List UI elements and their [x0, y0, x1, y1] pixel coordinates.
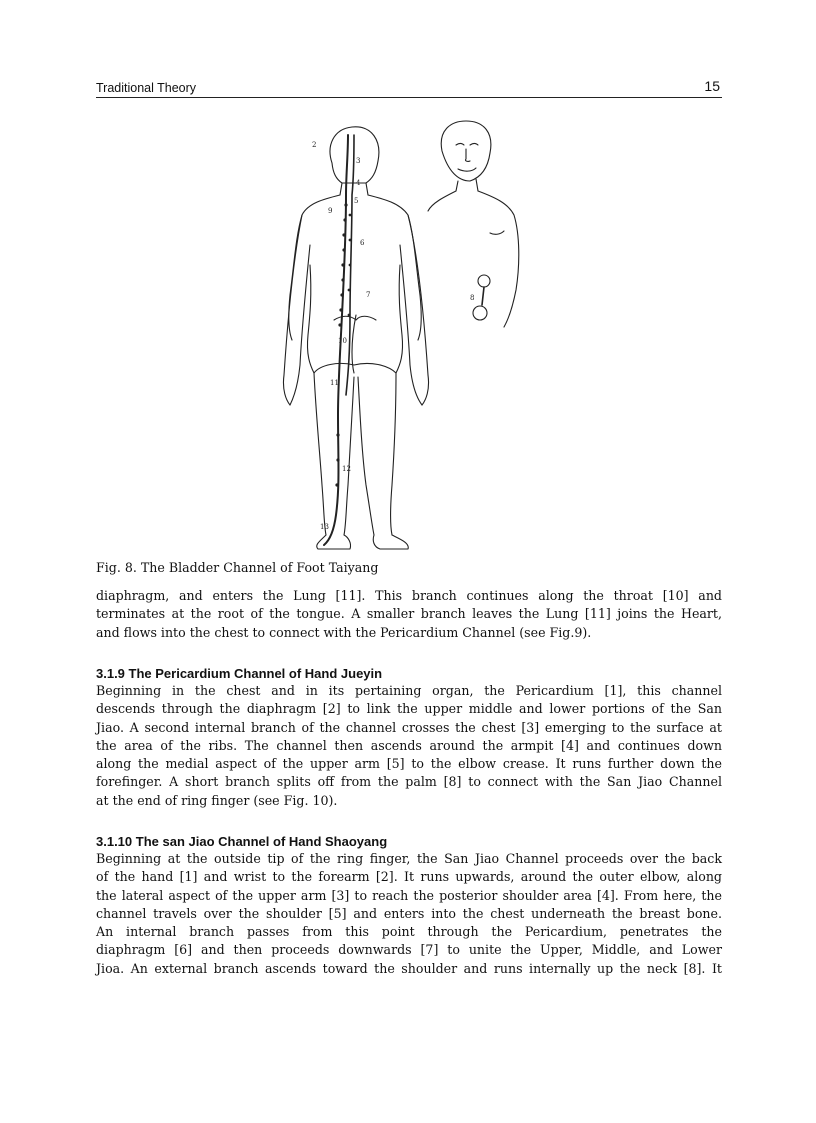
- back-figure-torso: [289, 195, 340, 340]
- text-line: descends through the diaphragm [2] to link the upper middle and lower portions of the San: [96, 701, 722, 717]
- text-line: the area of the ribs. The channel then ascends around the armpit [4] and continues down: [96, 737, 722, 753]
- point-label-7: 7: [366, 291, 371, 299]
- bladder-channel-figure: [280, 115, 540, 555]
- text-line: along the medial aspect of the upper arm [5] to the elbow crease. It runs further down the: [96, 756, 722, 772]
- paragraph-continuation: [96, 587, 722, 642]
- back-figure-left-leg: [314, 373, 326, 535]
- section-heading-pericardium: 3.1.9 The Pericardium Channel of Hand Jueyin: [96, 666, 383, 681]
- point-label-13: 13: [320, 523, 329, 531]
- point-label-2: 2: [312, 141, 317, 149]
- point-label-12: 12: [342, 465, 351, 473]
- text-line: Jioa. An external branch ascends toward the shoulder and runs internally up the neck [8]. It: [96, 960, 722, 976]
- page-number: 15: [704, 78, 720, 94]
- text-line: of the hand [1] and wrist to the forearm [2]. It runs upwards, around the outer elbow, along: [96, 869, 722, 885]
- text-line: forefinger. A short branch splits off from the palm [8] to connect with the San Jiao Channel: [96, 774, 722, 790]
- back-figure-buttocks: [314, 363, 396, 373]
- figure-caption: Fig. 8. The Bladder Channel of Foot Taiyang: [96, 560, 379, 575]
- point-label-10: 10: [338, 337, 347, 345]
- back-figure-left-arm: [283, 215, 302, 405]
- point-label-6: 6: [360, 239, 365, 247]
- text-line: at the end of ring finger (see Fig. 10).: [96, 792, 338, 808]
- point-label-11: 11: [330, 379, 339, 387]
- paragraph-san-jiao: [96, 850, 722, 978]
- point-label-4: 4: [356, 179, 361, 187]
- text-line: terminates at the root of the tongue. A smaller branch leaves the Lung [11] joins the Heart,: [96, 606, 722, 622]
- text-line: Beginning at the outside tip of the ring finger, the San Jiao Channel proceeds over the back: [96, 851, 722, 866]
- text-line: and flows into the chest to connect with the Pericardium Channel (see Fig.9).: [96, 624, 592, 640]
- running-header: [96, 80, 722, 98]
- text-line: Beginning in the chest and in its pertaining organ, the Pericardium [1], this channel: [96, 683, 722, 698]
- header-title: Traditional Theory: [96, 81, 197, 95]
- text-line: diaphragm, and enters the Lung [11]. This branch continues along the throat [10] and: [96, 588, 722, 603]
- point-label-3: 3: [356, 157, 361, 165]
- back-figure-right-leg: [358, 377, 374, 535]
- front-figure-torso: [428, 191, 519, 327]
- text-line: An internal branch passes from this point through the Pericardium, penetrates the: [96, 924, 722, 940]
- point-label-8: 8: [470, 294, 475, 302]
- text-line: diaphragm [6] and then proceeds downwards [7] to unite the Upper, Middle, and Lower: [96, 942, 722, 958]
- point-label-5: 5: [354, 197, 359, 205]
- text-line: Jiao. A second internal branch of the channel crosses the chest [3] emerging to the surface at: [96, 719, 722, 735]
- text-line: the lateral aspect of the upper arm [3] to reach the posterior shoulder area [4]. From here, the: [96, 887, 722, 903]
- paragraph-pericardium: [96, 682, 722, 810]
- section-heading-san-jiao: 3.1.10 The san Jiao Channel of Hand Shaoyang: [96, 834, 388, 849]
- text-line: channel travels over the shoulder [5] and enters into the chest underneath the breast bone.: [96, 905, 722, 921]
- point-label-9: 9: [328, 207, 333, 215]
